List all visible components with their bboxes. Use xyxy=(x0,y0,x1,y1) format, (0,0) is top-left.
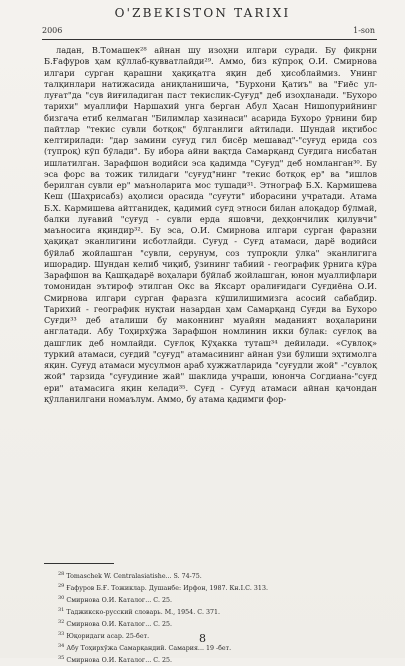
issue-number: 1-son xyxy=(353,26,375,35)
journal-title: O'ZBEKISTON TARIXI xyxy=(114,6,291,20)
footnote-item xyxy=(58,606,358,618)
footnote-text: Юқоридаги асар. 25-бет. xyxy=(66,633,150,641)
body-paragraph: ладан, В.Томашек²⁸ айнан шу изоҳни илгари суради. Бу фикрни Б.Ғафуров ҳам қўллаб-қувватлайди²⁹. Аммо, биз кўпроқ О.И. Смирнова илгари сурган қарашни ҳақиқатга яқин деб ҳисоблаймиз. Унинг талқинлари натижасида аниқланишича, "Бурхони Қатиъ" ва "Ғиёс ул-луғат"да "сув йиғиладиган паст текислик-Суғуд" деб изоҳланади. "Бухоро тарихи" муаллифи Наршахий унга берган Абул Ҳасан Нишопурийнинг бизгача етиб келмаган "Билимлар хазинаси" асарида Бухоро ўрнини бир пайтлар "текис сувли ботқоқ" бўлганлиги айтилади. Шундай иқтибос келтирилади: "дар замини суғуд гил бисёр мешавад"-"суғуд ерида соз (тупроқ) кўп бўлади". Бу ибора айни вақтда Самарқанд Суғдига нисбатан ишлатилган. Зарафшон водийси эса қадимда "Суғуд" деб номланган³⁰. Бу эса форс ва тожик тилидаги "суғуд"нинг "текис ботқоқ ер" ва "ишлов берилган сувли ер" маъноларига мос тушади³¹. Этнограф Б.Х. Кармишева Кеш (Шаҳрисабз) аҳолиси орасида "суғути" ибораcини учратади. Атама Б.Х. Кармишева айтганидек, қадимий суғд этноси билан алоқадор бўлмай, балки луғавий "суғуд - сувли ерда яшовчи, деҳқончилик қилувчи" маъносига яқиндир³². Бу эса, О.И. Смирнова илгари сурган фаразни ҳақиқат эканлигини исботлайди. Суғуд - Суғд атамаси, дарё водийси бўйлаб жойлашган "сувли, серунум, соз тупроқли ўлка" эканлигига ишорадир. Шундан келиб чиқиб, ўзининг табиий - географик ўрнига кўра Зарафшон ва Қашқадарё воҳалари бўйлаб жойлашган, юнон муаллифлари томонидан эътироф этилган Окс ва Яксарт оралиғидаги Суғдиёна О.И. Смирнова илгари сурган фаразга кўшилишимизга асосий сабабдир. Тарихий - географик нуқтаи назардан ҳам Самарқанд Суғди ва Бухоро Суғди³³ деб аталиши бу маконнинг муайян маданият воҳаларини англатади. Абу Тоҳирхўжа Зарафшон номлинин икки бўлак: суғлоқ ва дашглик деб номлайди. Суғлоқ Кўҳакка туташ³⁴ дейилади. «Сувлоқ» туркий атамаси, суғдий "суғуд" атамасининг айнан ўзи бўлиши эҳтимолга яқин. Суғуд атамаси мусулмон араб хужжатларида "суғудли жой" -"сувлоқ жой" тарзида "суғудиние жай" шаклида учраши, юнонча Согдиана-"суғд ери" атамасига яқин келади³⁵. Суғд - Суғуд атамаси айнан қачондан қўлланилгани номаълум. Аммо, бу атама қадимги фор- xyxy=(44,45,377,404)
article-body xyxy=(44,45,377,405)
footnote-item xyxy=(58,582,358,594)
footnote-number: 34 xyxy=(58,643,65,649)
footnote-number: 28 xyxy=(58,571,65,577)
page-number: 8 xyxy=(199,632,206,645)
footnote-text: Ғафуров Б.Ғ. Тожиклар. Душанбе: Ирфон, 1987. Кн.I.С. 313. xyxy=(66,585,268,593)
footnote-number: 29 xyxy=(58,583,65,589)
footnote-item xyxy=(58,570,358,582)
footnote-divider xyxy=(44,563,114,564)
footnotes-list xyxy=(58,570,358,666)
footnote-number: 30 xyxy=(58,595,65,601)
footnote-number: 31 xyxy=(58,607,65,613)
footnote-text: Абу Тоҳирхўжа Самарқандий. Самария... 19 -бет. xyxy=(66,645,232,653)
issue-year: 2006 xyxy=(42,26,63,35)
footnote-text: Смирнова О.И. Каталог... С. 25. xyxy=(66,657,173,665)
footnote-text: Таджикско-русский словарь. М., 1954. С. 371. xyxy=(66,609,221,617)
footnote-item xyxy=(58,654,358,666)
footnote-text: Смирнова О.И. Каталог... С. 25. xyxy=(66,597,173,605)
footnote-item xyxy=(58,594,358,606)
header-divider xyxy=(42,39,377,40)
footnote-item xyxy=(58,618,358,630)
footnote-number: 33 xyxy=(58,631,65,637)
footnote-number: 35 xyxy=(58,655,65,661)
footnote-text: Смирнова О.И. Каталог... С. 25. xyxy=(66,621,173,629)
footnote-text: Tomaschek W. Centralasiatishe... S. 74-75. xyxy=(66,573,202,581)
footnote-number: 32 xyxy=(58,619,65,625)
